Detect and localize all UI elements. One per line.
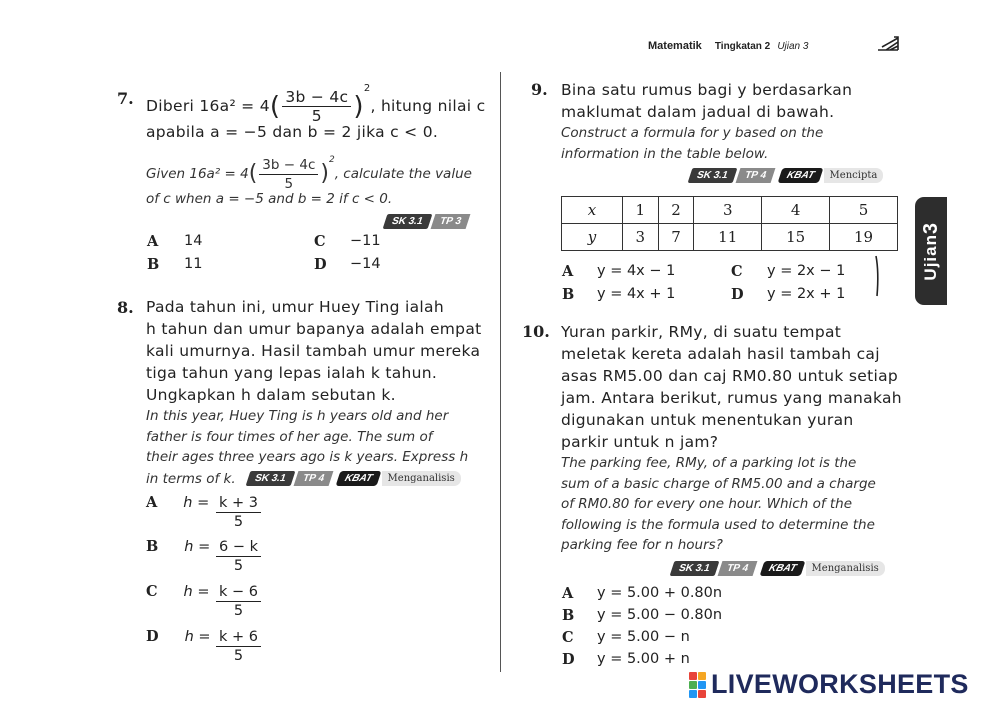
q9-option-b-letter[interactable]: B: [562, 286, 575, 303]
q8-option-d-letter[interactable]: D: [146, 628, 159, 645]
q7-en-frac-num: 3b − 4c: [259, 156, 318, 175]
q10-option-c-letter[interactable]: C: [562, 629, 574, 646]
q10-tag-kbat: KBAT: [759, 561, 805, 576]
q7-en-post: , calculate the value: [334, 166, 472, 182]
q8-option-c[interactable]: [146, 583, 210, 600]
q9-table-y-label: y: [562, 224, 623, 251]
q9-option-d-text[interactable]: y = 2x + 1: [767, 286, 846, 302]
header-subject: Matematik: [648, 40, 702, 52]
side-tab-ujian: [915, 197, 947, 305]
q9-option-a-text[interactable]: y = 4x − 1: [597, 263, 676, 279]
q8-option-c-lhs: h =: [183, 583, 210, 600]
q8-option-b-num: 6 − k: [216, 538, 261, 557]
q10-ms-line: digunakan untuk menentukan yuran: [561, 411, 854, 429]
q7-frac-den: 5: [311, 107, 322, 125]
q9-en-line: Construct a formula for y based on the: [561, 125, 824, 141]
q7-option-b-text[interactable]: 11: [184, 256, 203, 272]
q9-table-x-label: x: [562, 197, 623, 224]
q9-option-c-text[interactable]: y = 2x − 1: [767, 263, 846, 279]
q8-ms-line: Pada tahun ini, umur Huey Ting ialah: [146, 298, 444, 316]
q8-stem-malay: [146, 296, 482, 406]
q7-en-line2: of c when a = −5 and b = 2 if c < 0.: [146, 191, 393, 207]
q7-fraction: [282, 88, 351, 125]
q8-ms-line: Ungkapkan h dalam sebutan k.: [146, 386, 396, 404]
q7-exponent: 2: [363, 83, 371, 94]
q10-en-line: of RM0.80 for every one hour. Which of the: [561, 496, 853, 512]
q7-option-b-letter[interactable]: B: [147, 256, 160, 273]
q8-tag-kbat: KBAT: [335, 471, 381, 486]
q10-ms-line: Yuran parkir, RMy, di suatu tempat: [561, 323, 842, 341]
q8-tag-sk: SK 3.1: [246, 471, 295, 486]
q7-en-fraction: [259, 156, 318, 193]
q7-option-c-letter[interactable]: C: [314, 233, 326, 250]
q9-stem-malay: [561, 79, 852, 123]
q9-table-y-cell: 3: [623, 224, 659, 251]
q10-en-line: parking fee for n hours?: [561, 537, 723, 553]
q8-tag-level: Menganalisis: [382, 471, 461, 486]
q8-option-a-num: k + 3: [216, 494, 261, 513]
q7-option-a-letter[interactable]: A: [147, 233, 159, 250]
q8-option-d[interactable]: [146, 628, 211, 645]
q9-table: [561, 196, 898, 251]
q10-ms-line: asas RM5.00 dan caj RM0.80 untuk setiap: [561, 367, 899, 385]
q7-tag-sk: SK 3.1: [383, 214, 432, 229]
q9-tag-level: Mencipta: [824, 168, 884, 183]
q9-table-x-cell: 2: [658, 197, 694, 224]
q8-option-a-lhs: h =: [183, 494, 210, 511]
liveworksheets-wordmark: LIVEWORKSHEETS: [711, 669, 969, 699]
q7-en-exponent: 2: [328, 155, 335, 165]
q7-option-d-letter[interactable]: D: [314, 256, 327, 273]
q9-table-y-cell: 7: [658, 224, 694, 251]
q8-tags: [248, 471, 461, 486]
q8-option-b-fraction: [216, 538, 261, 575]
q10-ms-line: parkir untuk n jam?: [561, 433, 719, 451]
q7-stem-malay: Diberi 16a² = 4( $\frac{3b - 4c}{5}$ )$^2$, hitung nilai c: [146, 83, 486, 125]
q10-option-c-text[interactable]: y = 5.00 − n: [597, 629, 690, 645]
q8-option-d-fraction: [216, 628, 261, 665]
q9-table-x-cell: 4: [762, 197, 830, 224]
header-logo-icon: [876, 34, 900, 52]
q7-stem-english: Given 16a² = 4( $\frac{3b - 4c}{5}$ )$^2$, calculate the value: [146, 155, 472, 192]
q8-option-c-letter[interactable]: C: [146, 583, 158, 600]
column-divider: [500, 72, 501, 672]
q9-table-row-x: [562, 197, 898, 224]
q9-option-a-letter[interactable]: A: [562, 263, 574, 280]
q8-en-line: father is four times of her age. The sum of: [146, 428, 433, 445]
q9-table-y-cell: 19: [830, 224, 898, 251]
q8-option-c-den: 5: [233, 603, 244, 619]
q10-ms-line: meletak kereta adalah hasil tambah caj: [561, 345, 880, 363]
q8-option-b-lhs: h =: [184, 538, 211, 555]
q8-option-d-lhs: h =: [184, 628, 211, 645]
q7-tags: [385, 214, 468, 229]
q8-number: 8.: [117, 298, 134, 317]
q10-option-b-letter[interactable]: B: [562, 607, 575, 624]
q8-option-d-den: 5: [233, 648, 244, 664]
q10-tag-sk: SK 3.1: [670, 561, 719, 576]
side-tab-label: Ujian: [921, 233, 940, 281]
q9-option-c-letter[interactable]: C: [731, 263, 743, 280]
q8-tag-tp: TP 4: [293, 471, 333, 486]
q8-option-d-num: k + 6: [216, 628, 261, 647]
q7-tag-tp: TP 3: [430, 214, 470, 229]
q10-option-d-letter[interactable]: D: [562, 651, 575, 668]
q10-option-a-text[interactable]: y = 5.00 + 0.80n: [597, 585, 723, 601]
q10-stem-english: [561, 453, 876, 556]
q9-table-x-cell: 3: [694, 197, 762, 224]
liveworksheets-brand: [689, 669, 969, 700]
q7-en-frac-den: 5: [284, 175, 294, 192]
header-form: Tingkatan 2: [714, 41, 771, 52]
q9-tags: [690, 168, 883, 183]
q10-stem-malay: [561, 321, 902, 453]
q10-tag-level: Menganalisis: [806, 561, 885, 576]
q8-option-c-fraction: [216, 583, 261, 620]
q10-tags: [672, 561, 885, 576]
q10-en-line: following is the formula used to determine the: [561, 516, 875, 533]
q9-option-b-text[interactable]: y = 4x + 1: [597, 286, 676, 302]
q7-ms-post: , hitung nilai c: [370, 97, 486, 115]
q8-option-a-fraction: [216, 494, 261, 531]
q8-option-a[interactable]: [146, 494, 209, 511]
q7-frac-num: 3b − 4c: [282, 88, 351, 107]
q10-en-line: sum of a basic charge of RM5.00 and a charge: [561, 475, 876, 492]
q9-stem-english: [561, 123, 823, 164]
q8-ms-line: kali umurnya. Hasil tambah umur mereka: [146, 342, 481, 360]
q7-ms-line2: apabila a = −5 dan b = 2 jika c < 0.: [146, 123, 439, 141]
q10-en-line: The parking fee, RMy, of a parking lot is the: [561, 455, 857, 471]
q9-tag-tp: TP 4: [735, 168, 775, 183]
q8-ms-line: tiga tahun yang lepas ialah k tahun.: [146, 364, 438, 382]
q8-stem-english: [146, 406, 468, 468]
q9-table-y-cell: 15: [762, 224, 830, 251]
page-header: [648, 40, 808, 52]
q10-ms-line: jam. Antara berikut, rumus yang manakah: [561, 389, 902, 407]
q10-option-b-text[interactable]: y = 5.00 − 0.80n: [597, 607, 723, 623]
q9-tag-sk: SK 3.1: [688, 168, 737, 183]
q9-ms-line: maklumat dalam jadual di bawah.: [561, 103, 835, 121]
q8-option-b-den: 5: [233, 558, 244, 574]
q8-option-b[interactable]: [146, 538, 210, 555]
q9-table-x-cell: 1: [623, 197, 659, 224]
q8-en-last: in terms of k.: [146, 471, 236, 487]
q9-tag-kbat: KBAT: [777, 168, 823, 183]
q8-option-a-den: 5: [233, 514, 244, 530]
q8-ms-line: h tahun dan umur bapanya adalah empat: [146, 320, 482, 338]
bracket-mark-icon: [868, 252, 882, 300]
q10-option-a-letter[interactable]: A: [562, 585, 574, 602]
q9-ms-line: Bina satu rumus bagi y berdasarkan: [561, 81, 853, 99]
side-tab-number: 3: [919, 221, 942, 234]
q10-tag-tp: TP 4: [717, 561, 757, 576]
q8-option-c-num: k − 6: [216, 583, 261, 602]
q7-option-c-text[interactable]: −11: [350, 233, 381, 249]
q7-number: 7.: [117, 89, 134, 108]
q9-en-line: information in the table below.: [561, 145, 769, 162]
q9-option-d-letter[interactable]: D: [731, 286, 744, 303]
q9-number: 9.: [531, 80, 548, 99]
q9-table-x-cell: 5: [830, 197, 898, 224]
q9-table-row-y: [562, 224, 898, 251]
q7-option-d-text[interactable]: −14: [350, 256, 381, 272]
liveworksheets-logo-icon: [689, 672, 706, 698]
q8-en-line: In this year, Huey Ting is h years old and her: [146, 408, 449, 424]
header-section: Ujian 3: [777, 41, 809, 52]
q9-table-y-cell: 11: [694, 224, 762, 251]
q7-option-a-text[interactable]: 14: [184, 233, 203, 249]
q10-option-d-text[interactable]: y = 5.00 + n: [597, 651, 690, 667]
q10-number: 10.: [522, 322, 550, 341]
q8-en-line: their ages three years ago is k years. Express h: [146, 449, 469, 465]
q7-ms-pre: Diberi 16a² = 4: [146, 97, 270, 115]
q7-en-pre: Given 16a² = 4: [146, 166, 249, 182]
q8-option-b-letter[interactable]: B: [146, 538, 159, 555]
q8-option-a-letter[interactable]: A: [146, 494, 158, 511]
